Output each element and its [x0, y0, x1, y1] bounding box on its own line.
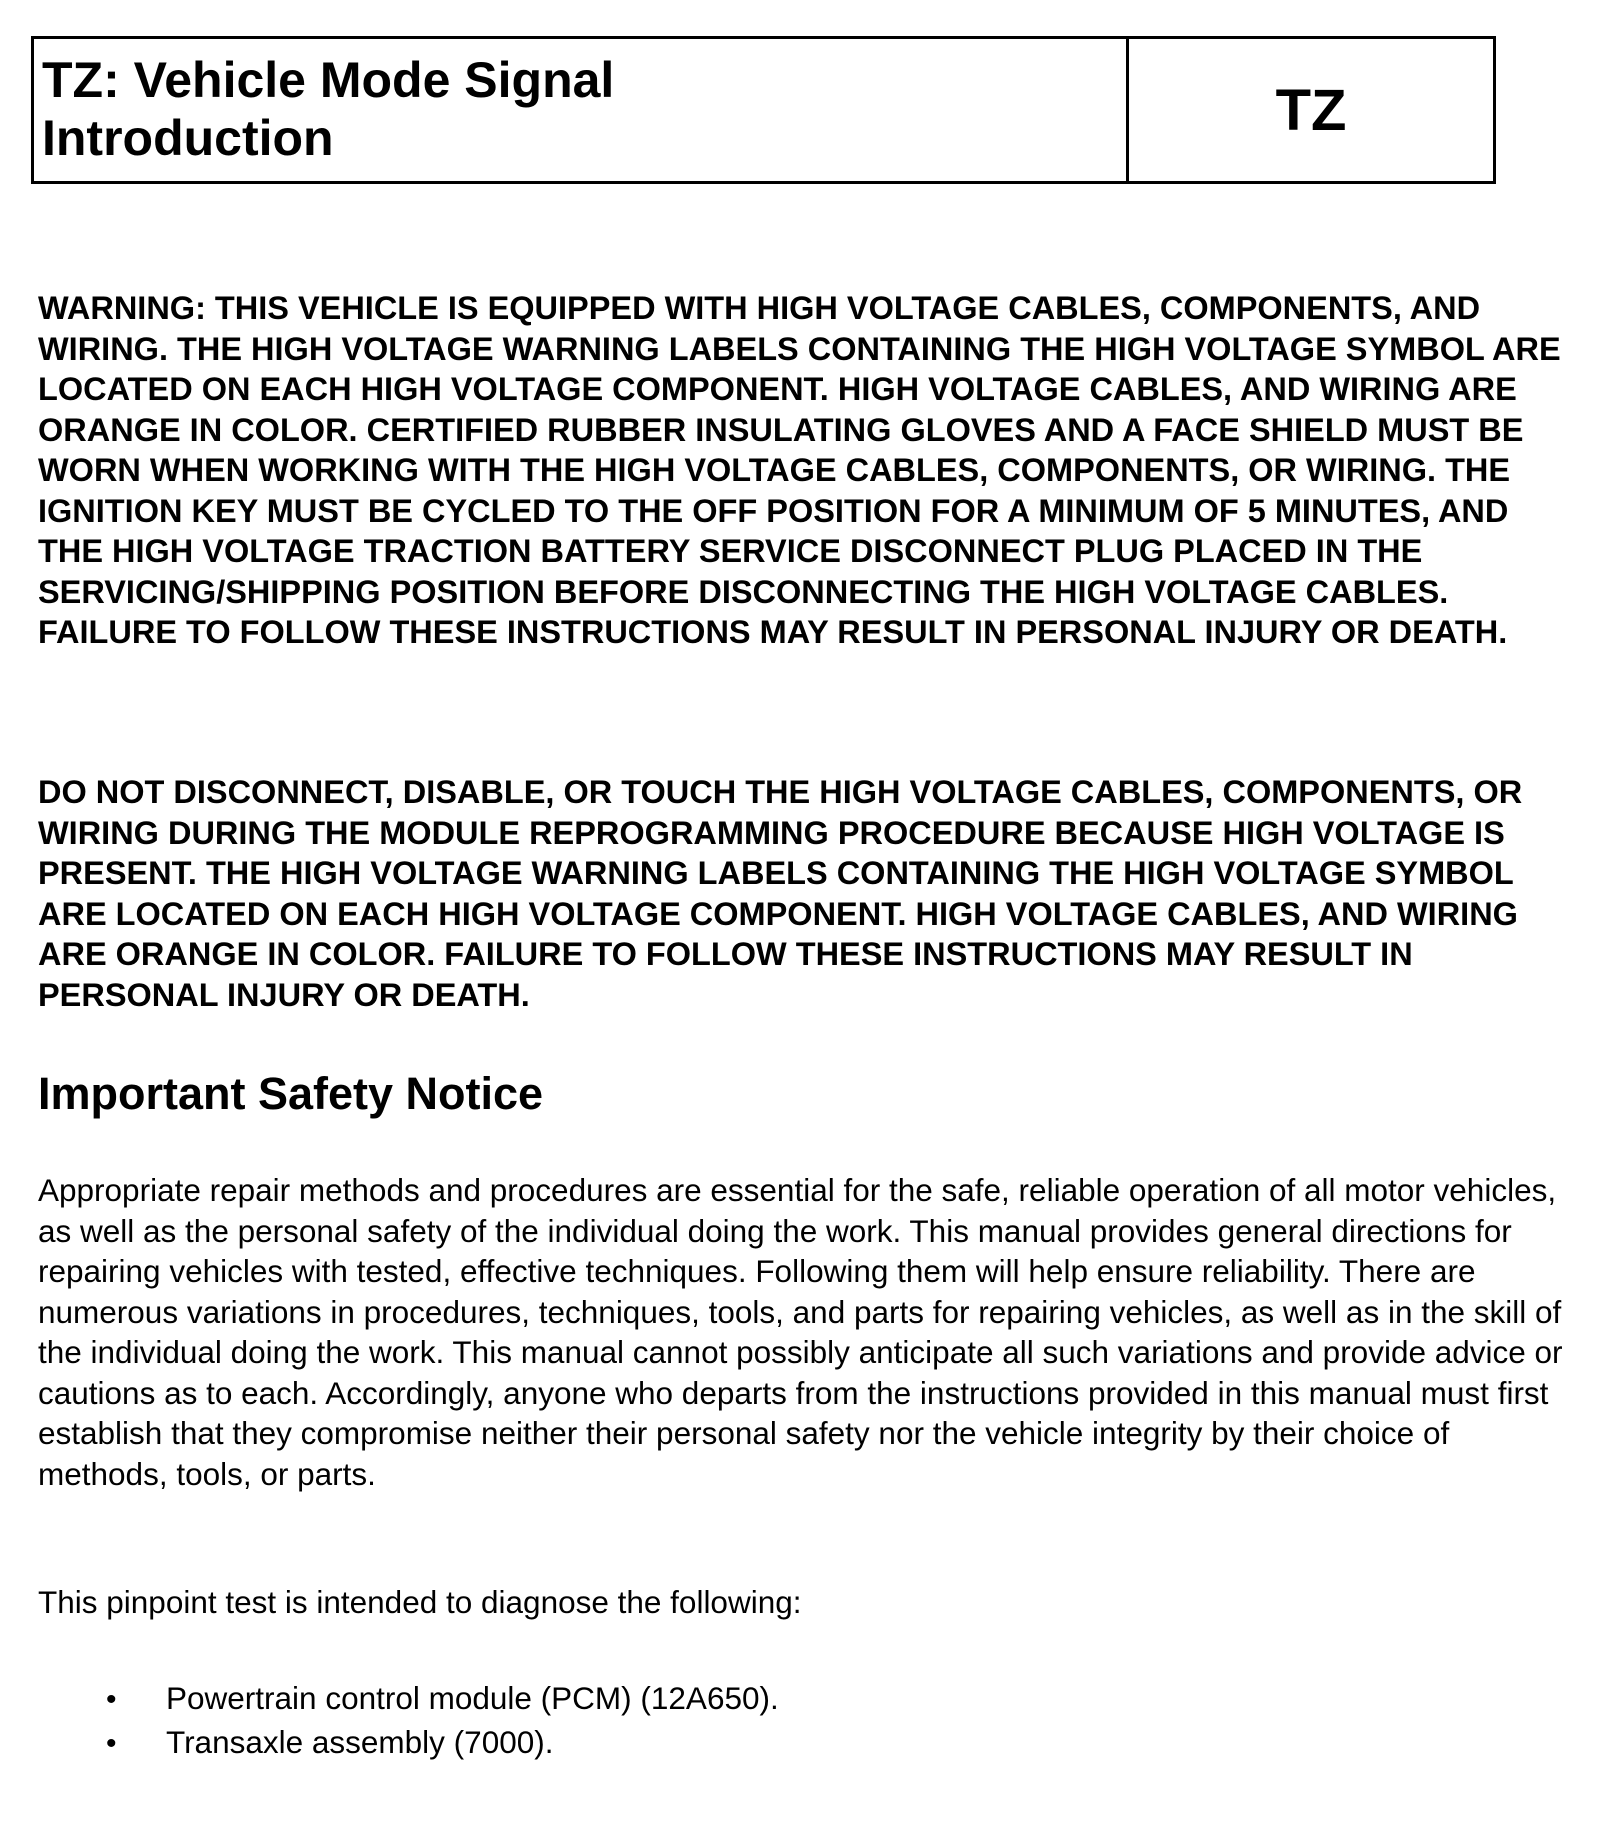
list-item-text: Powertrain control module (PCM) (12A650). [166, 1680, 779, 1716]
safety-notice-paragraph: Appropriate repair methods and procedures are essential for the safe, reliable operation of all motor vehicles, as well as the personal safety of the individual doing the work. This manual provides general directions for repairing vehicles with tested, effective techniques. Following them will help ensure reliability. There are numerous variations in procedures, techniques, tools, and parts for repairing vehicles, as well as in the skill of the individual doing the work. This manual cannot possibly anticipate all such variations and provide advice or cautions as to each. Accordingly, anyone who departs from the instructions provided in this manual must first establish that they compromise neither their personal safety nor the vehicle integrity by their choice of methods, tools, or parts. [38, 1172, 1563, 1492]
safety-notice-heading: Important Safety Notice [38, 1068, 544, 1119]
section-code: TZ [1275, 77, 1347, 143]
list-item [38, 1677, 1538, 1721]
bullet-icon: • [106, 1683, 117, 1716]
page-title-line-2: Introduction [42, 110, 334, 166]
list-item [38, 1721, 1538, 1765]
page-title-line-1: TZ: Vehicle Mode Signal [42, 52, 615, 108]
page-title [34, 39, 1129, 181]
list-item-text: Transaxle assembly (7000). [166, 1724, 554, 1760]
reprogramming-warning: DO NOT DISCONNECT, DISABLE, OR TOUCH THE HIGH VOLTAGE CABLES, COMPONENTS, OR WIRING DURING THE MODULE REPROGRAMMING PROCEDURE BECAUSE HIGH VOLTAGE IS PRESENT. THE HIGH VOLTAGE WARNING LABELS CONTAINING THE HIGH VOLTAGE SYMBOL ARE LOCATED ON EACH HIGH VOLTAGE COMPONENT. HIGH VOLTAGE CABLES, AND WIRING ARE ORANGE IN COLOR. FAILURE TO FOLLOW THESE INSTRUCTIONS MAY RESULT IN PERSONAL INJURY OR DEATH. [38, 774, 1523, 1013]
diagnosis-list [38, 1677, 1538, 1765]
bullet-icon: • [106, 1727, 117, 1760]
pinpoint-test-intro: This pinpoint test is intended to diagnose the following: [38, 1584, 802, 1620]
header-box [31, 36, 1496, 184]
high-voltage-warning: WARNING: THIS VEHICLE IS EQUIPPED WITH HIGH VOLTAGE CABLES, COMPONENTS, AND WIRING. THE HIGH VOLTAGE WARNING LABELS CONTAINING THE HIGH VOLTAGE SYMBOL ARE LOCATED ON EACH HIGH VOLTAGE COMPONENT. HIGH VOLTAGE CABLES, AND WIRING ARE ORANGE IN COLOR. CERTIFIED RUBBER INSULATING GLOVES AND A FACE SHIELD MUST BE WORN WHEN WORKING WITH THE HIGH VOLTAGE CABLES, COMPONENTS, OR WIRING. THE IGNITION KEY MUST BE CYCLED TO THE OFF POSITION FOR A MINIMUM OF 5 MINUTES, AND THE HIGH VOLTAGE TRACTION BATTERY SERVICE DISCONNECT PLUG PLACED IN THE SERVICING/SHIPPING POSITION BEFORE DISCONNECTING THE HIGH VOLTAGE CABLES. FAILURE TO FOLLOW THESE INSTRUCTIONS MAY RESULT IN PERSONAL INJURY OR DEATH. [38, 290, 1561, 650]
